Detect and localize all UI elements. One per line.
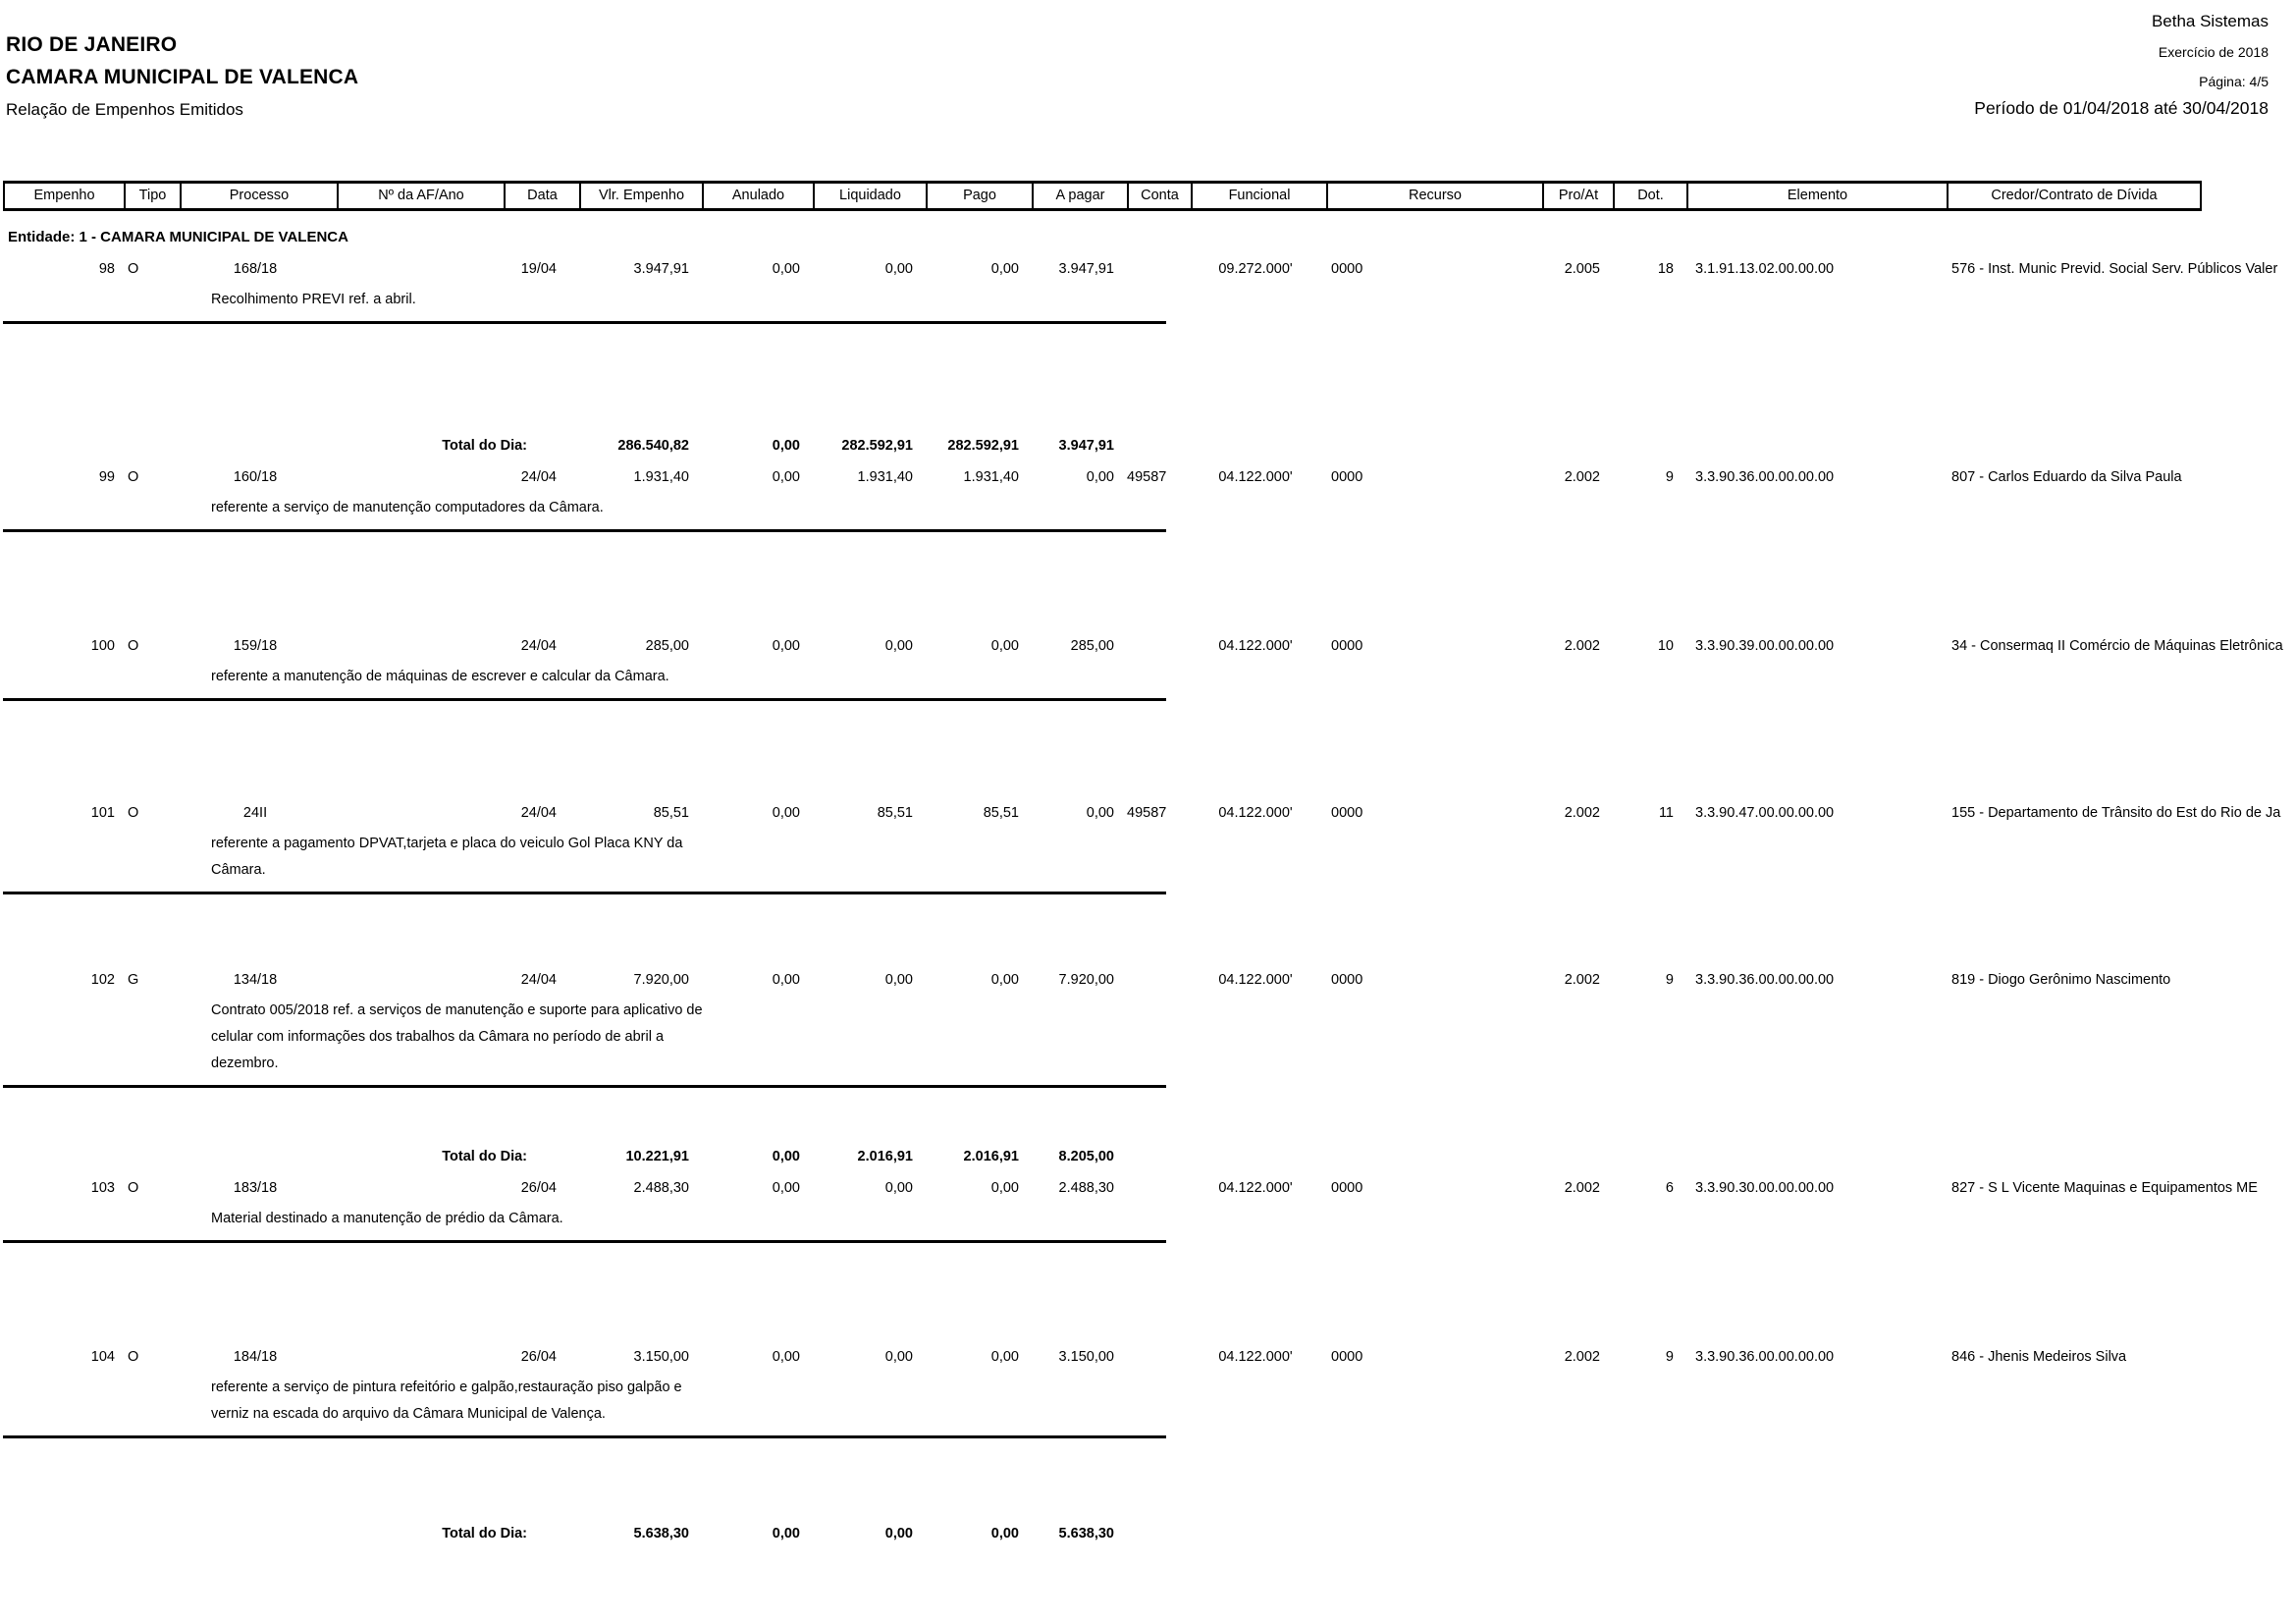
- cell-recurso: 0000: [1331, 1180, 1363, 1196]
- cell-processo: 184/18: [233, 1349, 278, 1365]
- cell-af-ano: [334, 970, 501, 990]
- total-vlr-empenho: 5.638,30: [633, 1526, 689, 1542]
- cell-credor: 819 - Diogo Gerônimo Nascimento: [1951, 972, 2171, 988]
- total-do-dia-row: [0, 1147, 2296, 1166]
- cell-a-pagar: 7.920,00: [1058, 972, 1114, 988]
- entry-separator-rule: [3, 892, 1166, 894]
- organization-name: CAMARA MUNICIPAL DE VALENCA: [6, 66, 359, 88]
- cell-anulado: 0,00: [772, 1349, 800, 1365]
- col-header-dot: Dot.: [1613, 184, 1686, 208]
- entry-separator-rule: [3, 1240, 1166, 1243]
- cell-conta: [1124, 636, 1188, 656]
- cell-pago: 0,00: [990, 1349, 1019, 1365]
- cell-credor: 827 - S L Vicente Maquinas e Equipamentos ME: [1951, 1180, 2258, 1196]
- report-header-left: [6, 33, 358, 120]
- col-header-liquidado: Liquidado: [813, 184, 926, 208]
- cell-recurso: 0000: [1331, 469, 1363, 485]
- cell-conta: [1124, 1178, 1188, 1198]
- col-header-recurso: Recurso: [1326, 184, 1542, 208]
- entry-separator-rule: [3, 1085, 1166, 1088]
- cell-a-pagar: 3.150,00: [1058, 1349, 1114, 1365]
- cell-processo: 159/18: [233, 638, 278, 654]
- cell-tipo: O: [128, 1349, 139, 1365]
- total-label: Total do Dia:: [442, 1526, 527, 1542]
- entry-description: [211, 998, 2296, 1077]
- description-line: dezembro.: [211, 1055, 279, 1071]
- exercise-year: Exercício de 2018: [2158, 44, 2269, 60]
- cell-funcional: 09.272.000': [1218, 261, 1293, 277]
- report-header: [0, 0, 2296, 128]
- cell-elemento: 3.3.90.30.00.00.00.00: [1695, 1180, 1835, 1196]
- vendor-name: Betha Sistemas: [2151, 12, 2269, 30]
- col-header-credor: Credor/Contrato de Dívida: [1947, 184, 2202, 208]
- description-line: Recolhimento PREVI ref. a abril.: [211, 292, 416, 307]
- cell-tipo: O: [128, 469, 139, 485]
- entry-description: [211, 1206, 2296, 1232]
- cell-a-pagar: 285,00: [1070, 638, 1114, 654]
- table-header-row: [3, 181, 2202, 211]
- cell-conta: [1124, 1347, 1188, 1367]
- cell-processo: 183/18: [233, 1180, 278, 1196]
- cell-anulado: 0,00: [772, 805, 800, 821]
- total-label: Total do Dia:: [442, 438, 527, 454]
- cell-processo: 168/18: [233, 261, 278, 277]
- total-anulado: 0,00: [772, 438, 800, 454]
- cell-elemento: 3.3.90.47.00.00.00.00: [1695, 805, 1835, 821]
- cell-pro-at: 2.005: [1564, 261, 1600, 277]
- total-anulado: 0,00: [772, 1526, 800, 1542]
- description-line: referente a serviço de manutenção computadores da Câmara.: [211, 500, 604, 515]
- cell-pago: 0,00: [990, 638, 1019, 654]
- cell-vlr-empenho: 85,51: [653, 805, 689, 821]
- cell-liquidado: 0,00: [884, 261, 913, 277]
- cell-anulado: 0,00: [772, 972, 800, 988]
- col-header-a-pagar: A pagar: [1032, 184, 1127, 208]
- entry-row-104: [0, 1347, 2296, 1367]
- report-header-right: [1974, 12, 2269, 119]
- cell-data: 24/04: [520, 972, 557, 988]
- total-liquidado: 2.016,91: [857, 1149, 913, 1164]
- cell-af-ano: [334, 1178, 501, 1198]
- cell-empenho: 99: [98, 469, 115, 485]
- cell-funcional: 04.122.000': [1218, 805, 1293, 821]
- cell-funcional: 04.122.000': [1218, 1349, 1293, 1365]
- col-header-conta: Conta: [1127, 184, 1191, 208]
- cell-conta: [1124, 259, 1188, 279]
- cell-processo: 134/18: [233, 972, 278, 988]
- cell-empenho: 103: [90, 1180, 115, 1196]
- total-a-pagar: 8.205,00: [1058, 1149, 1114, 1164]
- total-vlr-empenho: 286.540,82: [617, 438, 689, 454]
- total-a-pagar: 5.638,30: [1058, 1526, 1114, 1542]
- cell-anulado: 0,00: [772, 261, 800, 277]
- cell-af-ano: [334, 1347, 501, 1367]
- entry-description: [211, 1375, 2296, 1428]
- cell-empenho: 98: [98, 261, 115, 277]
- cell-credor: 34 - Consermaq II Comércio de Máquinas Eletrônica: [1951, 638, 2283, 654]
- table-row: [0, 1333, 2296, 1500]
- description-line: referente a manutenção de máquinas de escrever e calcular da Câmara.: [211, 669, 669, 684]
- cell-conta: 49587: [1127, 805, 1167, 821]
- cell-tipo: O: [128, 1180, 139, 1196]
- cell-af-ano: [334, 636, 501, 656]
- cell-pro-at: 2.002: [1564, 638, 1600, 654]
- entry-row-99: [0, 467, 2296, 487]
- cell-dot: 10: [1657, 638, 1674, 654]
- description-line: referente a pagamento DPVAT,tarjeta e placa do veiculo Gol Placa KNY da: [211, 836, 683, 851]
- cell-recurso: 0000: [1331, 638, 1363, 654]
- entry-separator-rule: [3, 698, 1166, 701]
- total-liquidado: 282.592,91: [841, 438, 913, 454]
- cell-pro-at: 2.002: [1564, 1180, 1600, 1196]
- entry-separator-rule: [3, 321, 1166, 324]
- cell-credor: 807 - Carlos Eduardo da Silva Paula: [1951, 469, 2182, 485]
- col-header-pro-at: Pro/At: [1542, 184, 1613, 208]
- cell-empenho: 104: [90, 1349, 115, 1365]
- state-name: RIO DE JANEIRO: [6, 33, 178, 56]
- cell-liquidado: 0,00: [884, 1180, 913, 1196]
- table-row: [0, 245, 2296, 412]
- cell-pro-at: 2.002: [1564, 1349, 1600, 1365]
- cell-recurso: 0000: [1331, 805, 1363, 821]
- cell-elemento: 3.3.90.36.00.00.00.00: [1695, 1349, 1835, 1365]
- total-liquidado: 0,00: [884, 1526, 913, 1542]
- report-period: Período de 01/04/2018 até 30/04/2018: [1974, 98, 2269, 118]
- entry-row-102: [0, 970, 2296, 990]
- cell-recurso: 0000: [1331, 261, 1363, 277]
- total-a-pagar: 3.947,91: [1058, 438, 1114, 454]
- table-row: [0, 956, 2296, 1123]
- table-row: [0, 789, 2296, 956]
- cell-a-pagar: 3.947,91: [1058, 261, 1114, 277]
- cell-pago: 85,51: [983, 805, 1019, 821]
- table-row: [0, 456, 2296, 622]
- cell-dot: 9: [1665, 1349, 1674, 1365]
- col-header-anulado: Anulado: [702, 184, 813, 208]
- cell-liquidado: 0,00: [884, 972, 913, 988]
- cell-a-pagar: 0,00: [1086, 469, 1114, 485]
- cell-data: 24/04: [520, 805, 557, 821]
- cell-data: 24/04: [520, 638, 557, 654]
- cell-vlr-empenho: 3.150,00: [633, 1349, 689, 1365]
- cell-credor: 155 - Departamento de Trânsito do Est do Rio de Ja: [1951, 805, 2281, 821]
- report-title: Relação de Empenhos Emitidos: [6, 100, 243, 119]
- entry-separator-rule: [3, 1435, 1166, 1438]
- cell-dot: 6: [1665, 1180, 1674, 1196]
- cell-credor: 576 - Inst. Munic Previd. Social Serv. Públicos Valer: [1951, 261, 2278, 277]
- cell-tipo: O: [128, 638, 139, 654]
- col-header-vlr-empenho: Vlr. Empenho: [579, 184, 702, 208]
- cell-empenho: 102: [90, 972, 115, 988]
- entity-label: Entidade: 1 - CAMARA MUNICIPAL DE VALENCA: [8, 229, 348, 245]
- cell-tipo: O: [128, 805, 139, 821]
- entry-separator-rule: [3, 529, 1166, 532]
- total-pago: 2.016,91: [963, 1149, 1019, 1164]
- cell-elemento: 3.3.90.36.00.00.00.00: [1695, 469, 1835, 485]
- cell-vlr-empenho: 7.920,00: [633, 972, 689, 988]
- cell-data: 26/04: [520, 1349, 557, 1365]
- cell-vlr-empenho: 3.947,91: [633, 261, 689, 277]
- cell-conta: 49587: [1127, 469, 1167, 485]
- cell-anulado: 0,00: [772, 638, 800, 654]
- entry-description: [211, 831, 2296, 884]
- cell-a-pagar: 2.488,30: [1058, 1180, 1114, 1196]
- description-line: Material destinado a manutenção de prédio da Câmara.: [211, 1211, 563, 1226]
- cell-dot: 9: [1665, 469, 1674, 485]
- cell-funcional: 04.122.000': [1218, 638, 1293, 654]
- cell-elemento: 3.3.90.36.00.00.00.00: [1695, 972, 1835, 988]
- cell-anulado: 0,00: [772, 1180, 800, 1196]
- cell-credor: 846 - Jhenis Medeiros Silva: [1951, 1349, 2127, 1365]
- entry-row-101: [0, 803, 2296, 823]
- cell-vlr-empenho: 1.931,40: [633, 469, 689, 485]
- cell-recurso: 0000: [1331, 1349, 1363, 1365]
- cell-conta: [1124, 970, 1188, 990]
- cell-liquidado: 0,00: [884, 638, 913, 654]
- cell-data: 19/04: [520, 261, 557, 277]
- cell-dot: 18: [1657, 261, 1674, 277]
- cell-funcional: 04.122.000': [1218, 469, 1293, 485]
- description-line: Contrato 005/2018 ref. a serviços de manutenção e suporte para aplicativo de: [211, 1002, 703, 1018]
- col-header-funcional: Funcional: [1191, 184, 1326, 208]
- description-line: Câmara.: [211, 862, 266, 878]
- entry-row-103: [0, 1178, 2296, 1198]
- cell-af-ano: [334, 803, 501, 823]
- cell-empenho: 100: [90, 638, 115, 654]
- cell-pro-at: 2.002: [1564, 469, 1600, 485]
- entry-row-100: [0, 636, 2296, 656]
- cell-data: 24/04: [520, 469, 557, 485]
- entry-description: [211, 495, 2296, 521]
- col-header-empenho: Empenho: [3, 184, 124, 208]
- total-pago: 0,00: [990, 1526, 1019, 1542]
- entry-description: [211, 287, 2296, 313]
- col-header-af-ano: Nº da AF/Ano: [337, 184, 504, 208]
- cell-pago: 1.931,40: [963, 469, 1019, 485]
- cell-processo: 24II: [242, 805, 268, 821]
- cell-vlr-empenho: 285,00: [645, 638, 689, 654]
- cell-anulado: 0,00: [772, 469, 800, 485]
- cell-pro-at: 2.002: [1564, 972, 1600, 988]
- cell-liquidado: 0,00: [884, 1349, 913, 1365]
- cell-pago: 0,00: [990, 1180, 1019, 1196]
- col-header-processo: Processo: [180, 184, 337, 208]
- cell-liquidado: 85,51: [877, 805, 913, 821]
- description-line: verniz na escada do arquivo da Câmara Municipal de Valença.: [211, 1406, 606, 1422]
- cell-processo: 160/18: [233, 469, 278, 485]
- cell-pro-at: 2.002: [1564, 805, 1600, 821]
- cell-af-ano: [334, 259, 501, 279]
- cell-elemento: 3.3.90.39.00.00.00.00: [1695, 638, 1835, 654]
- cell-a-pagar: 0,00: [1086, 805, 1114, 821]
- cell-empenho: 101: [90, 805, 115, 821]
- total-pago: 282.592,91: [947, 438, 1019, 454]
- total-vlr-empenho: 10.221,91: [625, 1149, 689, 1164]
- cell-funcional: 04.122.000': [1218, 972, 1293, 988]
- cell-data: 26/04: [520, 1180, 557, 1196]
- col-header-pago: Pago: [926, 184, 1032, 208]
- cell-pago: 0,00: [990, 972, 1019, 988]
- page-number: Página: 4/5: [2199, 74, 2269, 89]
- entry-row-98: [0, 259, 2296, 279]
- cell-pago: 0,00: [990, 261, 1019, 277]
- cell-dot: 11: [1658, 805, 1674, 821]
- cell-tipo: O: [128, 261, 139, 277]
- cell-funcional: 04.122.000': [1218, 1180, 1293, 1196]
- col-header-data: Data: [504, 184, 579, 208]
- cell-dot: 9: [1665, 972, 1674, 988]
- col-header-tipo: Tipo: [124, 184, 180, 208]
- cell-recurso: 0000: [1331, 972, 1363, 988]
- description-line: referente a serviço de pintura refeitório e galpão,restauração piso galpão e: [211, 1380, 682, 1395]
- description-line: celular com informações dos trabalhos da Câmara no período de abril a: [211, 1029, 665, 1045]
- cell-liquidado: 1.931,40: [857, 469, 913, 485]
- table-row: [0, 1166, 2296, 1333]
- cell-af-ano: [334, 467, 501, 487]
- cell-elemento: 3.1.91.13.02.00.00.00: [1695, 261, 1835, 277]
- total-label: Total do Dia:: [442, 1149, 527, 1164]
- cell-tipo: G: [128, 972, 139, 988]
- entry-description: [211, 664, 2296, 690]
- col-header-elemento: Elemento: [1686, 184, 1947, 208]
- table-row: [0, 622, 2296, 789]
- total-do-dia-row: [0, 436, 2296, 456]
- total-do-dia-row: [0, 1524, 2296, 1543]
- total-anulado: 0,00: [772, 1149, 800, 1164]
- cell-vlr-empenho: 2.488,30: [633, 1180, 689, 1196]
